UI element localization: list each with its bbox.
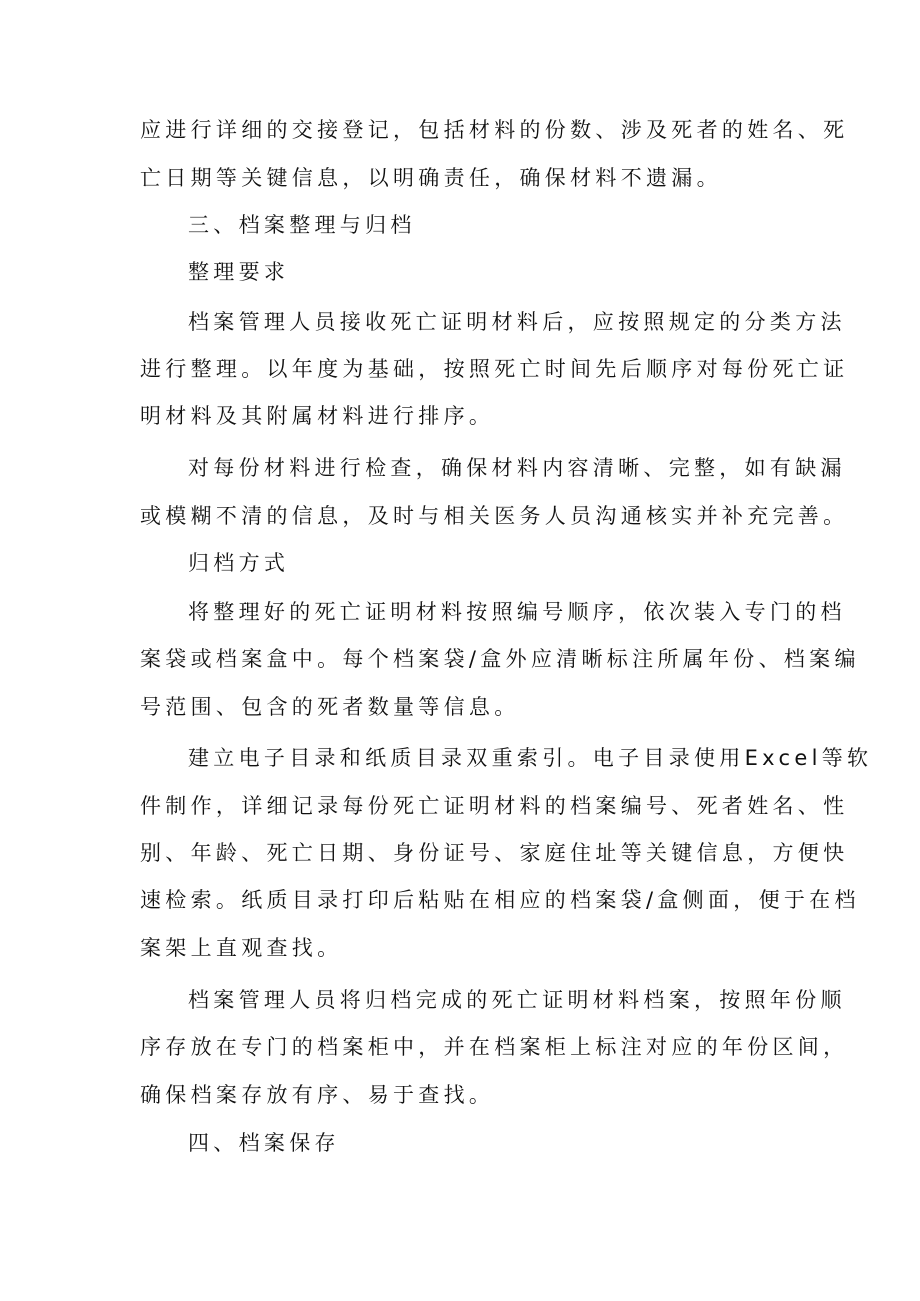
body-text-line: 对每份材料进行检查，确保材料内容清晰、完整，如有缺漏	[188, 456, 846, 480]
body-text-line: 档案管理人员接收死亡证明材料后，应按照规定的分类方法	[188, 310, 846, 334]
body-text-line: 档案管理人员将归档完成的死亡证明材料档案，按照年份顺	[188, 988, 846, 1012]
body-text-line: 速检索。纸质目录打印后粘贴在相应的档案袋/盒侧面，便于在档	[140, 888, 860, 912]
body-text-line: 亡日期等关键信息，以明确责任，确保材料不遗漏。	[140, 166, 722, 190]
section-heading: 四、档案保存	[188, 1131, 340, 1155]
body-text-line: 件制作，详细记录每份死亡证明材料的档案编号、死者姓名、性	[140, 794, 849, 818]
body-text-line: 应进行详细的交接登记，包括材料的份数、涉及死者的姓名、死	[140, 118, 849, 142]
body-text-line: 案架上直观查找。	[140, 936, 343, 960]
subsection-heading: 整理要求	[188, 260, 290, 284]
body-text-line: 序存放在专门的档案柜中，并在档案柜上标注对应的年份区间，	[140, 1035, 849, 1059]
body-text-line: 确保档案存放有序、易于查找。	[140, 1083, 495, 1107]
section-heading: 三、档案整理与归档	[188, 213, 416, 237]
body-text-line: 建立电子目录和纸质目录双重索引。电子目录使用Excel等软	[188, 746, 873, 770]
body-text-line: 案袋或档案盒中。每个档案袋/盒外应清晰标注所属年份、档案编	[140, 647, 860, 671]
body-text-line: 或模糊不清的信息，及时与相关医务人员沟通核实并补充完善。	[140, 504, 849, 528]
body-text-line: 明材料及其附属材料进行排序。	[140, 404, 495, 428]
body-text-line: 别、年龄、死亡日期、身份证号、家庭住址等关键信息，方便快	[140, 841, 849, 865]
body-text-line: 进行整理。以年度为基础，按照死亡时间先后顺序对每份死亡证	[140, 357, 849, 381]
body-text-line: 将整理好的死亡证明材料按照编号顺序，依次装入专门的档	[188, 600, 846, 624]
body-text-line: 号范围、包含的死者数量等信息。	[140, 695, 520, 719]
subsection-heading: 归档方式	[188, 551, 290, 575]
